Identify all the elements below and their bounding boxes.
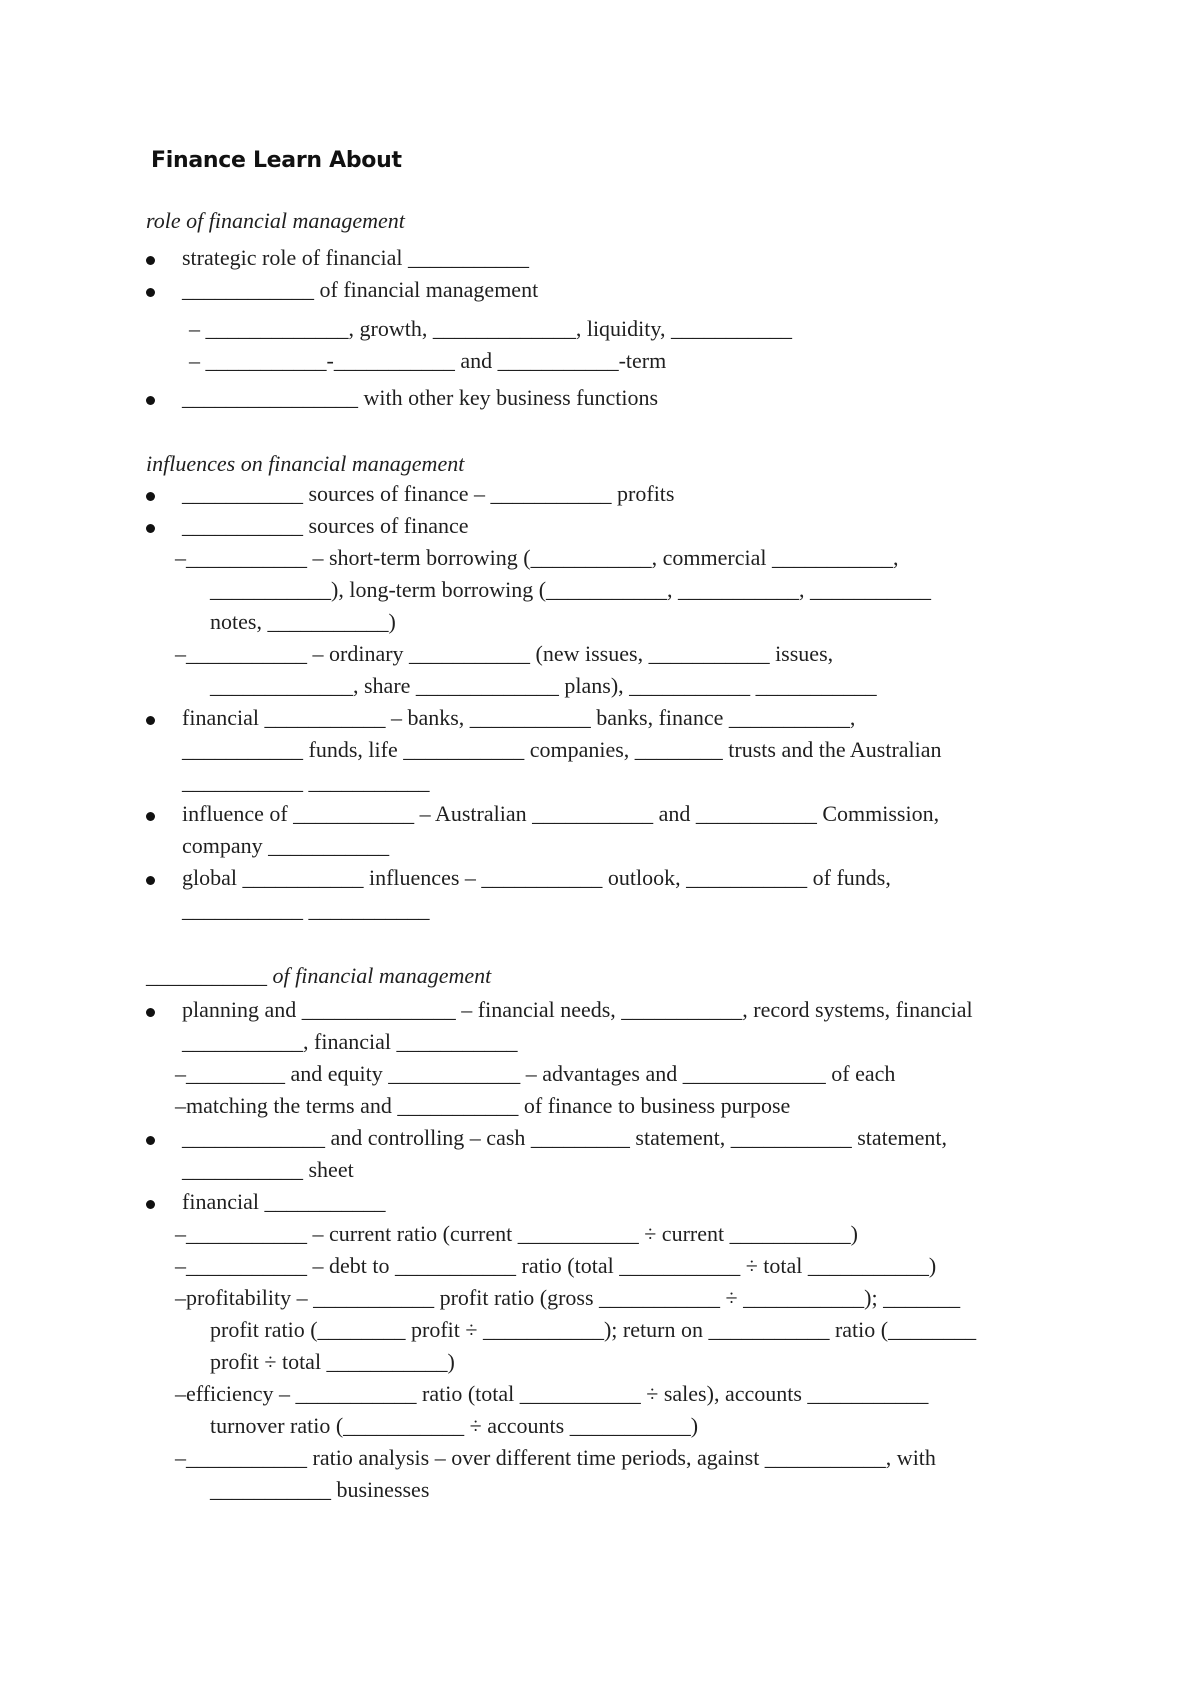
list-item: strategic role of financial ___________ [182,245,530,270]
list-item: ___________ ___________ [182,897,430,922]
list-item: –___________ ratio analysis – over different time periods, against ___________, with [175,1445,936,1470]
list-item: global ___________ influences – ___________ outlook, ___________ of funds, [182,865,891,890]
page-title: Finance Learn About [151,148,402,173]
list-item: ___________ sheet [182,1157,354,1182]
bullet-icon [146,524,155,533]
list-item: financial ___________ – banks, ___________ banks, finance ___________, [182,705,856,730]
list-item: notes, ___________) [210,609,396,634]
list-item: –profitability – ___________ profit ratio (gross ___________ ÷ ___________); _______ [175,1285,961,1310]
list-item: ___________, financial ___________ [182,1029,518,1054]
bullet-icon [146,876,155,885]
bullet-icon [146,396,155,405]
section-heading-blank: ___________ [146,963,267,988]
list-item: profit ratio (________ profit ÷ ___________); return on ___________ ratio (________ [210,1317,977,1342]
bullet-icon [146,716,155,725]
list-item: –matching the terms and ___________ of finance to business purpose [175,1093,791,1118]
bullet-icon [146,1136,155,1145]
list-item: ________________ with other key business functions [182,385,659,410]
list-item: turnover ratio (___________ ÷ accounts ___________) [210,1413,699,1438]
bullet-icon [146,256,155,265]
list-item: profit ÷ total ___________) [210,1349,455,1374]
section-heading-text: of financial management [272,963,492,988]
list-item: ___________ sources of finance [182,513,469,538]
list-item: –___________ – ordinary ___________ (new issues, ___________ issues, [175,641,834,666]
bullet-icon [146,812,155,821]
list-item: ___________ funds, life ___________ companies, ________ trusts and the Australian [182,737,942,762]
section-heading [146,963,491,989]
list-item: ___________ ___________ [182,769,430,794]
list-item: – _____________, growth, _____________, liquidity, ___________ [189,316,792,341]
list-item: ___________), long-term borrowing (___________, ___________, ___________ [210,577,932,602]
list-item: –efficiency – ___________ ratio (total ___________ ÷ sales), accounts ___________ [175,1381,929,1406]
list-item: financial ___________ [182,1189,386,1214]
list-item: ____________ of financial management [182,277,539,302]
list-item: _____________ and controlling – cash _________ statement, ___________ statement, [182,1125,948,1150]
list-item: – ___________-___________ and ___________-term [189,348,667,373]
list-item: –_________ and equity ____________ – advantages and _____________ of each [175,1061,896,1086]
list-item: ___________ sources of finance – ___________ profits [182,481,675,506]
list-item: –___________ – debt to ___________ ratio (total ___________ ÷ total ___________) [175,1253,937,1278]
bullet-icon [146,492,155,501]
list-item: –___________ – current ratio (current ___________ ÷ current ___________) [175,1221,858,1246]
list-item: planning and ______________ – financial needs, ___________, record systems, financial [182,997,973,1022]
list-item: ___________ businesses [210,1477,430,1502]
list-item: company ___________ [182,833,390,858]
section-heading: influences on financial management [146,451,465,476]
list-item: –___________ – short-term borrowing (___________, commercial ___________, [175,545,899,570]
bullet-icon [146,288,155,297]
section-heading: role of financial management [146,208,405,233]
list-item: _____________, share _____________ plans), ___________ ___________ [210,673,877,698]
bullet-icon [146,1008,155,1017]
list-item: influence of ___________ – Australian ___________ and ___________ Commission, [182,801,940,826]
bullet-icon [146,1200,155,1209]
